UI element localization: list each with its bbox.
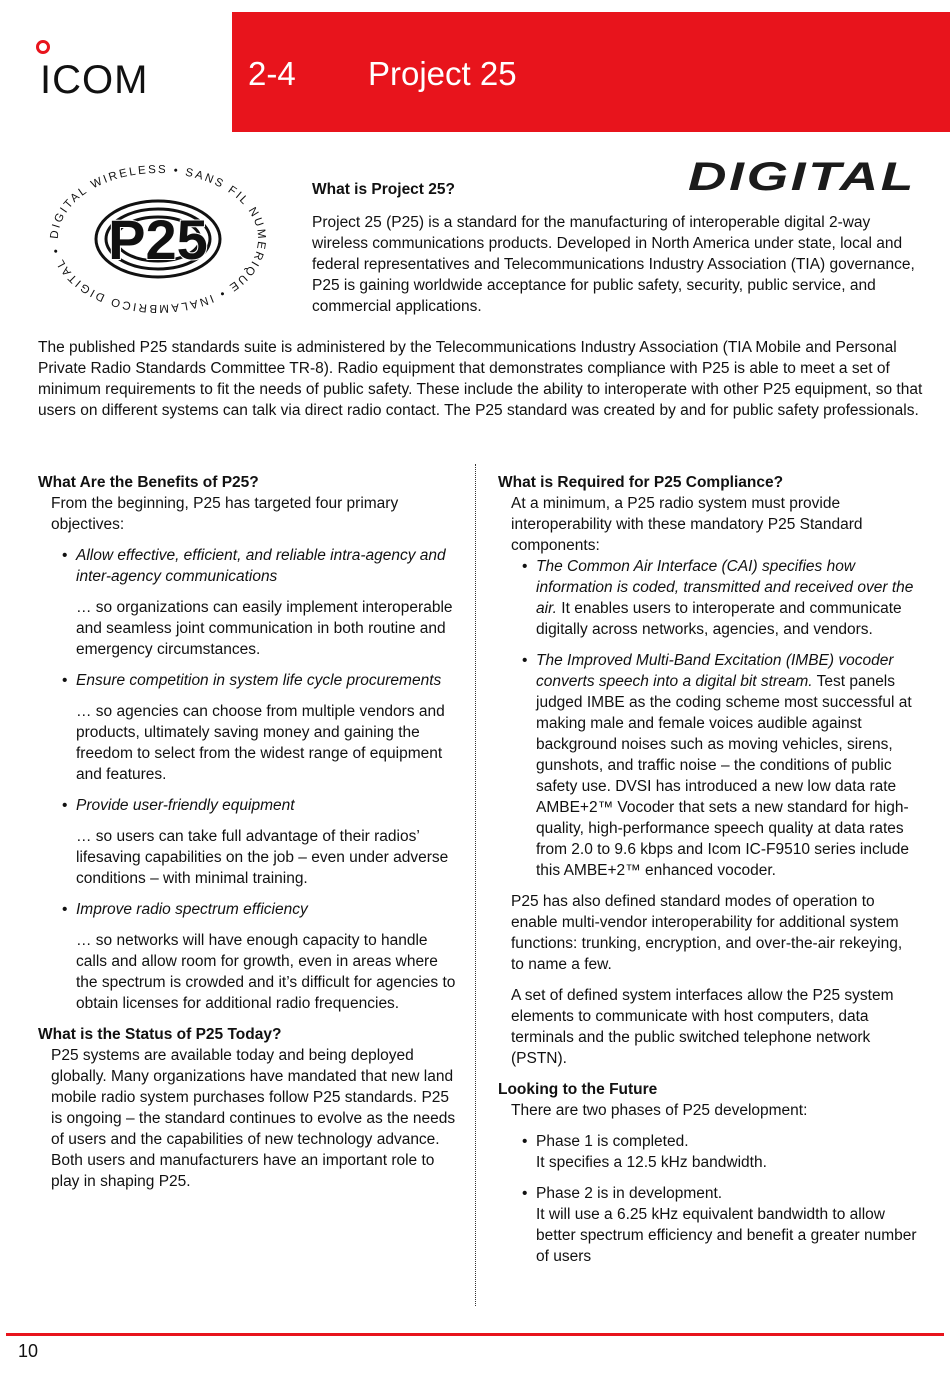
benefit-title: Allow effective, efficient, and reliable intra-agency and inter-agency communications <box>76 547 446 585</box>
benefit-title: Provide user-friendly equipment <box>76 797 295 814</box>
digital-logo <box>686 156 918 196</box>
compliance-item-detail: It enables users to interoperate and communicate digitally across networks, agencies, and vendors. <box>536 600 902 638</box>
column-divider <box>475 464 476 1306</box>
benefit-detail: … so organizations can easily implement interoperable and seamless joint communication in both routine and emergency circumstances. <box>76 599 453 658</box>
compliance-item <box>498 650 918 881</box>
icom-logo <box>36 40 166 100</box>
phase-item <box>498 1183 918 1267</box>
logo-ring-icon <box>36 40 50 54</box>
bullet-icon: • <box>522 652 528 669</box>
status-body: P25 systems are available today and being deployed globally. Many organizations have mandated that new land mobile radio system purchases follow P25 standards. P25 is ongoing – the standard continues to evolve as the needs of users and the capabilities of new technology advance. Both users and manufacturers have an important role to play in shaping P25. <box>51 1047 456 1190</box>
benefit-item <box>38 670 462 691</box>
bullet-icon: • <box>522 558 528 575</box>
benefit-item <box>38 899 462 920</box>
bullet-icon: • <box>62 672 68 689</box>
phase-detail: It specifies a 12.5 kHz bandwidth. <box>536 1154 767 1171</box>
bullet-icon: • <box>62 797 68 814</box>
modes-paragraph: P25 has also defined standard modes of operation to enable multi-vendor interoperability for additional system functions: trunking, encryption, and over-the-air rekeying, to name a few. <box>511 893 903 973</box>
intro-heading: What is Project 25? <box>312 181 455 198</box>
compliance-item-detail: Test panels judged IMBE as the coding scheme most successful at making male and female voices audible against background noises such as moving vehicles, sirens, gunshots, and traffic noise – the conditions of public safety use. DVSI has introduced a new low data rate AMBE+2™ Vocoder that sets a new standard for high-quality, high-performance speech quality at data rates from 2.0 to 9.6 kbps and Icom IC-F9510 series include this AMBE+2™ enhanced vocoder. <box>536 673 912 879</box>
benefit-detail: … so networks will have enough capacity to handle calls and allow room for growth, even in areas where the spectrum is crowded and it’s difficult for agencies to obtain licenses for additional radio frequencies. <box>76 932 456 1012</box>
footer-rule <box>6 1333 944 1336</box>
bullet-icon: • <box>522 1185 528 1202</box>
benefits-heading: What Are the Benefits of P25? <box>38 474 259 491</box>
intro-body: Project 25 (P25) is a standard for the manufacturing of interoperable digital 2-way wireless communications products. Developed in North America under state, local and federal representatives and Telecommunications Industry Association (TIA) governance, P25 is gaining worldwide acceptance for public safety, security, public service, and commercial applications. <box>312 214 915 315</box>
compliance-lead: At a minimum, a P25 radio system must provide interoperability with these mandatory P25 Standard components: <box>511 495 863 554</box>
compliance-heading: What is Required for P25 Compliance? <box>498 474 784 491</box>
benefit-detail: … so users can take full advantage of their radios’ lifesaving capabilities on the job – even under adverse conditions – with minimal training. <box>76 828 449 887</box>
brand-name: ICOM <box>40 58 149 102</box>
phase-title: Phase 1 is completed. <box>536 1133 689 1150</box>
phase-item <box>498 1131 918 1173</box>
digital-logo-graphic <box>686 156 918 196</box>
status-heading: What is the Status of P25 Today? <box>38 1026 282 1043</box>
interfaces-paragraph: A set of defined system interfaces allow the P25 system elements to communicate with host computers, data terminals and the public switched telephone network (PSTN). <box>511 987 894 1067</box>
bullet-icon: • <box>522 1133 528 1150</box>
p25-seal-logo <box>36 164 280 314</box>
future-heading: Looking to the Future <box>498 1081 658 1098</box>
section-title: Project 25 <box>368 55 517 92</box>
benefit-title: Improve radio spectrum efficiency <box>76 901 308 918</box>
bullet-icon: • <box>62 901 68 918</box>
benefit-item <box>38 795 462 816</box>
digital-logo-text: DIGITAL <box>688 156 916 196</box>
benefit-title: Ensure competition in system life cycle procurements <box>76 672 442 689</box>
compliance-item-title: The Improved Multi-Band Excitation (IMBE) vocoder converts speech into a digital bit stream. <box>536 652 894 690</box>
p25-seal-graphic <box>36 164 280 314</box>
benefit-item <box>38 545 462 587</box>
page-number: 10 <box>18 1341 39 1361</box>
future-lead: There are two phases of P25 development: <box>511 1102 808 1119</box>
seal-center-text: P25 <box>108 208 208 271</box>
phase-detail: It will use a 6.25 kHz equivalent bandwidth to allow better spectrum efficiency and benefit a greater number of users <box>536 1206 917 1265</box>
bullet-icon: • <box>62 547 68 564</box>
section-banner <box>232 12 950 132</box>
compliance-item-title: The Common Air Interface (CAI) specifies how information is coded, transmitted and received over the air. <box>536 558 914 617</box>
benefit-detail: … so agencies can choose from multiple vendors and products, ultimately saving money and gaining the freedom to select from the widest range of equipment and features. <box>76 703 445 783</box>
phase-title: Phase 2 is in development. <box>536 1185 723 1202</box>
seal-ring-text: DIGITAL WIRELESS • SANS FIL NUMERIQUE • INALAMBRICO DIGITAL • <box>48 164 268 314</box>
left-column <box>38 472 462 1192</box>
suite-paragraph: The published P25 standards suite is administered by the Telecommunications Industry Association (TIA Mobile and Personal Private Radio Standards Committee TR-8). Radio equipment that demonstrates compliance with P25 is able to meet a set of minimum requirements to fit the needs of public safety. These include the ability to interoperate with other P25 equipment, so that users on different systems can talk via direct radio contact. The P25 standard was created by and for public safety professionals. <box>38 339 923 419</box>
benefits-lead: From the beginning, P25 has targeted four primary objectives: <box>51 495 399 533</box>
compliance-item <box>498 556 918 640</box>
section-number: 2-4 <box>248 55 296 92</box>
right-column <box>498 472 918 1267</box>
